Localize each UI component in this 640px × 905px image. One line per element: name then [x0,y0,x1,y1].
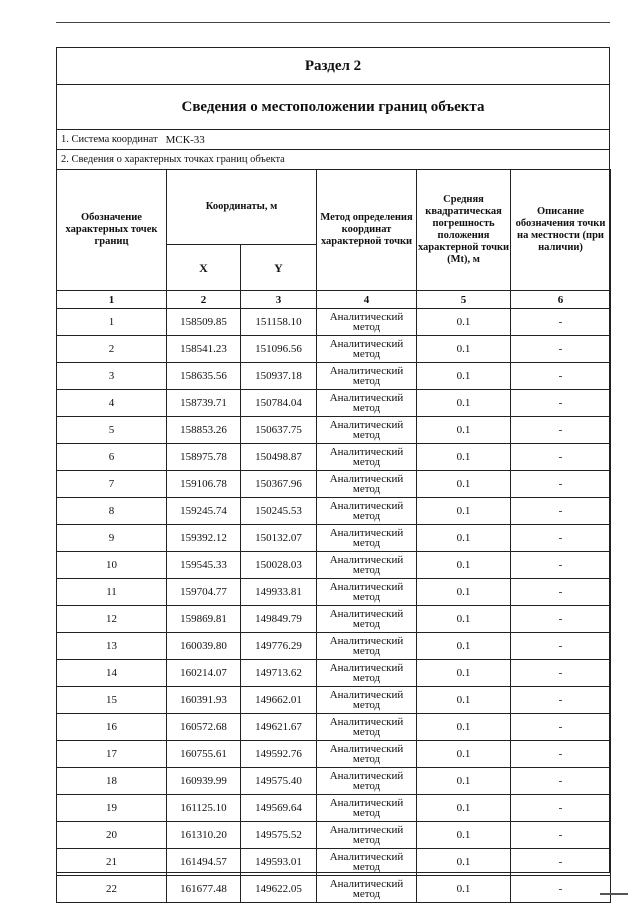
error-cell: 0.1 [417,741,511,768]
error-cell: 0.1 [417,876,511,903]
point-number-cell: 22 [57,876,167,903]
x-coordinate-cell: 160755.61 [167,741,241,768]
point-number-cell: 6 [57,444,167,471]
point-number-cell: 18 [57,768,167,795]
x-coordinate-cell: 158509.85 [167,309,241,336]
y-coordinate-cell: 149713.62 [241,660,317,687]
header-error: Средняя квадратическая погрешность положения характерной точки (Mt), м [417,170,511,291]
header-y: Y [241,245,317,291]
y-coordinate-cell: 149569.64 [241,795,317,822]
error-cell: 0.1 [417,822,511,849]
x-coordinate-cell: 158975.78 [167,444,241,471]
table-row [57,660,611,687]
method-cell: Аналитический метод [317,687,417,714]
table-row [57,606,611,633]
description-cell: - [511,768,611,795]
description-cell: - [511,687,611,714]
x-coordinate-cell: 160939.99 [167,768,241,795]
point-number-cell: 15 [57,687,167,714]
table-row [57,471,611,498]
x-coordinate-cell: 160039.80 [167,633,241,660]
error-cell: 0.1 [417,579,511,606]
error-cell: 0.1 [417,498,511,525]
error-cell: 0.1 [417,552,511,579]
error-cell: 0.1 [417,849,511,876]
y-coordinate-cell: 149849.79 [241,606,317,633]
error-cell: 0.1 [417,633,511,660]
point-number-cell: 12 [57,606,167,633]
header-designation: Обозначение характерных точек границ [57,170,167,291]
x-coordinate-cell: 160214.07 [167,660,241,687]
table-row [57,336,611,363]
point-number-cell: 20 [57,822,167,849]
table-row [57,552,611,579]
x-coordinate-cell: 160572.68 [167,714,241,741]
column-number: 1 [57,291,167,309]
description-cell: - [511,822,611,849]
method-cell: Аналитический метод [317,336,417,363]
coordinate-system-row [57,130,609,150]
error-cell: 0.1 [417,606,511,633]
y-coordinate-cell: 150132.07 [241,525,317,552]
method-cell: Аналитический метод [317,579,417,606]
point-number-cell: 1 [57,309,167,336]
method-cell: Аналитический метод [317,444,417,471]
point-number-cell: 17 [57,741,167,768]
page-corner-mark [600,893,628,895]
column-number: 4 [317,291,417,309]
error-cell: 0.1 [417,660,511,687]
x-coordinate-cell: 159545.33 [167,552,241,579]
y-coordinate-cell: 149622.05 [241,876,317,903]
y-coordinate-cell: 150937.18 [241,363,317,390]
error-cell: 0.1 [417,417,511,444]
x-coordinate-cell: 159245.74 [167,498,241,525]
point-number-cell: 11 [57,579,167,606]
method-cell: Аналитический метод [317,606,417,633]
point-number-cell: 13 [57,633,167,660]
y-coordinate-cell: 149593.01 [241,849,317,876]
header-x: X [167,245,241,291]
point-number-cell: 9 [57,525,167,552]
description-cell: - [511,660,611,687]
table-row [57,309,611,336]
method-cell: Аналитический метод [317,876,417,903]
table-row [57,768,611,795]
description-cell: - [511,336,611,363]
y-coordinate-cell: 149776.29 [241,633,317,660]
table-row [57,525,611,552]
point-number-cell: 10 [57,552,167,579]
description-cell: - [511,390,611,417]
method-cell: Аналитический метод [317,363,417,390]
x-coordinate-cell: 159106.78 [167,471,241,498]
method-cell: Аналитический метод [317,768,417,795]
method-cell: Аналитический метод [317,660,417,687]
point-number-cell: 8 [57,498,167,525]
description-cell: - [511,606,611,633]
error-cell: 0.1 [417,714,511,741]
description-cell: - [511,741,611,768]
table-row [57,687,611,714]
coordinate-system-label: 1. Система координат [61,134,158,145]
page-top-rule [56,22,610,23]
header-description: Описание обозначения точки на местности (при наличии) [511,170,611,291]
y-coordinate-cell: 150784.04 [241,390,317,417]
y-coordinate-cell: 149592.76 [241,741,317,768]
error-cell: 0.1 [417,525,511,552]
description-cell: - [511,579,611,606]
method-cell: Аналитический метод [317,525,417,552]
table-row [57,498,611,525]
method-cell: Аналитический метод [317,498,417,525]
description-cell: - [511,849,611,876]
table-row [57,579,611,606]
column-number: 5 [417,291,511,309]
table-row [57,390,611,417]
y-coordinate-cell: 150028.03 [241,552,317,579]
description-cell: - [511,471,611,498]
x-coordinate-cell: 159392.12 [167,525,241,552]
error-cell: 0.1 [417,363,511,390]
description-cell: - [511,795,611,822]
x-coordinate-cell: 159704.77 [167,579,241,606]
point-number-cell: 21 [57,849,167,876]
method-cell: Аналитический метод [317,552,417,579]
description-cell: - [511,525,611,552]
table-row [57,876,611,903]
x-coordinate-cell: 161494.57 [167,849,241,876]
y-coordinate-cell: 149575.40 [241,768,317,795]
points-caption: 2. Сведения о характерных точках границ объекта [61,154,285,165]
table-row [57,714,611,741]
point-number-cell: 4 [57,390,167,417]
y-coordinate-cell: 150498.87 [241,444,317,471]
error-cell: 0.1 [417,309,511,336]
section-heading: Раздел 2 [57,48,609,85]
x-coordinate-cell: 160391.93 [167,687,241,714]
method-cell: Аналитический метод [317,390,417,417]
x-coordinate-cell: 158635.56 [167,363,241,390]
y-coordinate-cell: 150367.96 [241,471,317,498]
description-cell: - [511,309,611,336]
point-number-cell: 16 [57,714,167,741]
method-cell: Аналитический метод [317,795,417,822]
x-coordinate-cell: 161310.20 [167,822,241,849]
method-cell: Аналитический метод [317,714,417,741]
table-row [57,741,611,768]
column-number: 2 [167,291,241,309]
column-numbers-row [57,291,611,309]
document-title: Сведения о местоположении границ объекта [57,85,609,130]
method-cell: Аналитический метод [317,741,417,768]
y-coordinate-cell: 150245.53 [241,498,317,525]
x-coordinate-cell: 161677.48 [167,876,241,903]
header-method: Метод определения координат характерной точки [317,170,417,291]
coordinates-table [56,169,611,903]
method-cell: Аналитический метод [317,633,417,660]
table-row [57,417,611,444]
method-cell: Аналитический метод [317,309,417,336]
table-row [57,633,611,660]
error-cell: 0.1 [417,471,511,498]
method-cell: Аналитический метод [317,849,417,876]
column-number: 6 [511,291,611,309]
table-row [57,363,611,390]
empty-footer-row [57,852,609,872]
x-coordinate-cell: 158853.26 [167,417,241,444]
error-cell: 0.1 [417,687,511,714]
error-cell: 0.1 [417,444,511,471]
y-coordinate-cell: 151158.10 [241,309,317,336]
description-cell: - [511,714,611,741]
point-number-cell: 5 [57,417,167,444]
y-coordinate-cell: 149933.81 [241,579,317,606]
header-coordinates: Координаты, м [167,170,317,245]
y-coordinate-cell: 149575.52 [241,822,317,849]
point-number-cell: 19 [57,795,167,822]
description-cell: - [511,444,611,471]
description-cell: - [511,876,611,903]
description-cell: - [511,633,611,660]
y-coordinate-cell: 149662.01 [241,687,317,714]
error-cell: 0.1 [417,390,511,417]
document-frame [56,47,610,900]
y-coordinate-cell: 150637.75 [241,417,317,444]
table-row [57,795,611,822]
y-coordinate-cell: 149621.67 [241,714,317,741]
method-cell: Аналитический метод [317,417,417,444]
description-cell: - [511,363,611,390]
table-row [57,444,611,471]
column-number: 3 [241,291,317,309]
method-cell: Аналитический метод [317,822,417,849]
error-cell: 0.1 [417,336,511,363]
error-cell: 0.1 [417,768,511,795]
error-cell: 0.1 [417,795,511,822]
point-number-cell: 2 [57,336,167,363]
x-coordinate-cell: 159869.81 [167,606,241,633]
x-coordinate-cell: 158541.23 [167,336,241,363]
x-coordinate-cell: 161125.10 [167,795,241,822]
point-number-cell: 7 [57,471,167,498]
description-cell: - [511,498,611,525]
description-cell: - [511,552,611,579]
table-row [57,822,611,849]
x-coordinate-cell: 158739.71 [167,390,241,417]
description-cell: - [511,417,611,444]
point-number-cell: 3 [57,363,167,390]
point-number-cell: 14 [57,660,167,687]
y-coordinate-cell: 151096.56 [241,336,317,363]
coordinate-system-value: МСК-33 [165,133,205,146]
method-cell: Аналитический метод [317,471,417,498]
